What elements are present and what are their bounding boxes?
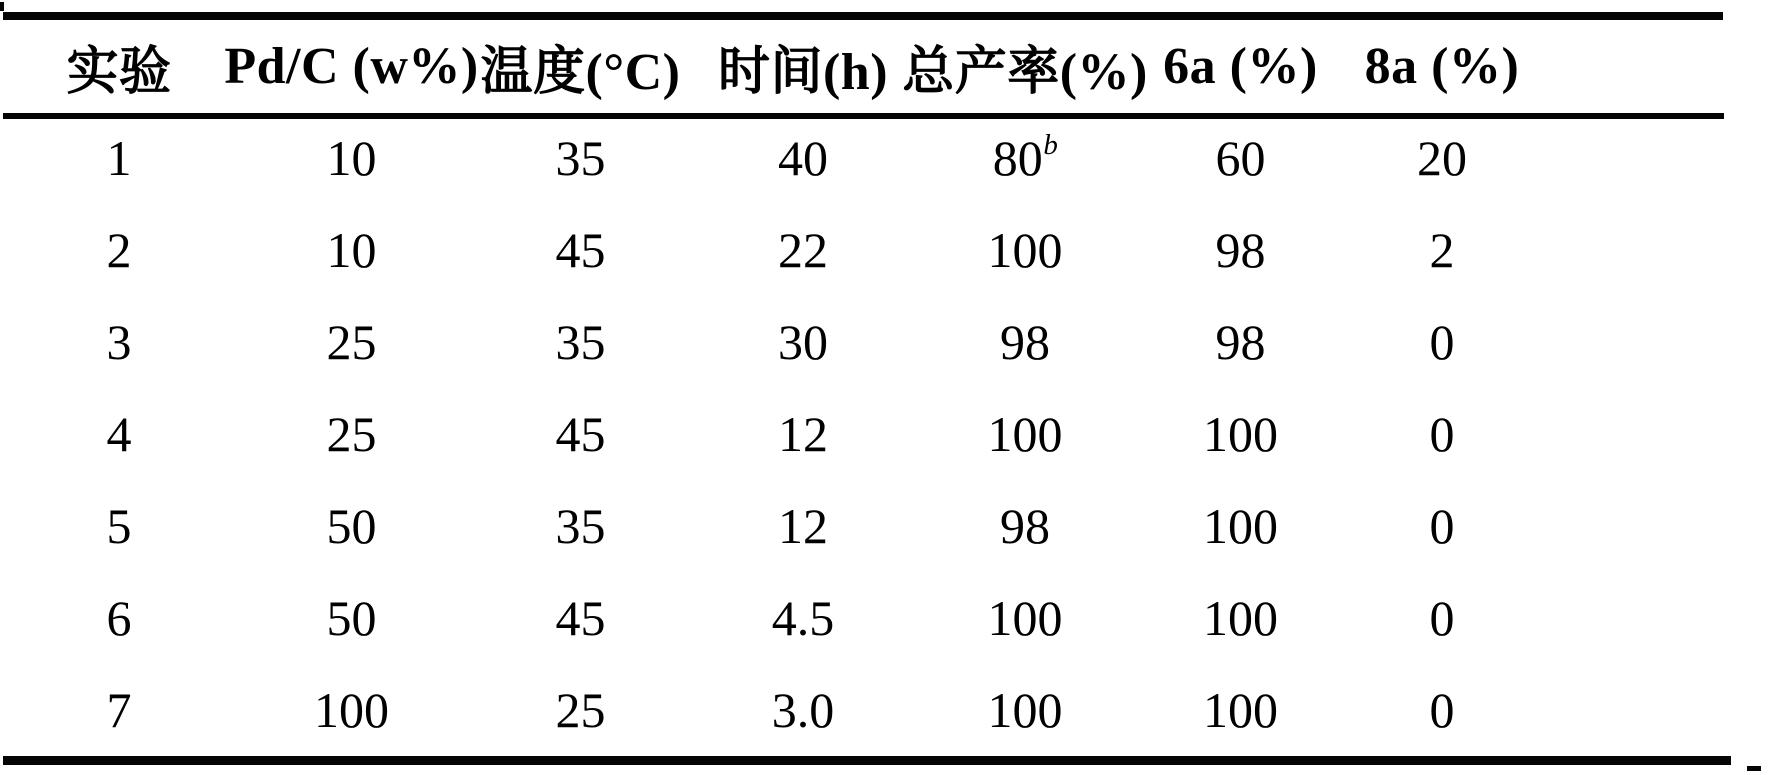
- table-cell-yield-row1: 80 $^b$: [992, 128, 1058, 186]
- table-cell-time-row5: 12: [778, 498, 828, 554]
- table-cell-6a-row6: 100: [1203, 590, 1278, 646]
- table-cell-exp-row1: 1: [106, 130, 132, 186]
- table-cell-time-row1: 40: [778, 130, 828, 186]
- column-header-8a: 8a (%): [1364, 38, 1520, 95]
- table-cell-6a-row5: 100: [1203, 498, 1278, 554]
- results-table: [3, 20, 1540, 756]
- table-cell-6a-row3: 98: [1215, 314, 1266, 370]
- table-cell-pdc-row6: 50: [326, 590, 377, 646]
- table-cell-exp-row4: 4: [106, 406, 132, 462]
- column-header-temp: 温度(°C): [480, 44, 681, 101]
- table-cell-8a-row4: 0: [1429, 406, 1455, 462]
- table-cell-temp-row3: 35: [555, 314, 606, 370]
- table-cell-time-row2: 22: [778, 222, 828, 278]
- table-cell-8a-row7: 0: [1429, 682, 1455, 738]
- table-cell-6a-row4: 100: [1203, 406, 1278, 462]
- table-cell-time-row3: 30: [778, 314, 828, 370]
- table-cell-pdc-row2: 10: [326, 222, 377, 278]
- cell-value: 80: [992, 130, 1043, 186]
- table-cell-temp-row2: 45: [555, 222, 606, 278]
- table-cell-yield-row7: 100: [987, 682, 1063, 738]
- table-cell-6a-row1: 60: [1215, 130, 1266, 186]
- table-cell-exp-row3: 3: [106, 314, 132, 370]
- column-header-6a: 6a (%): [1163, 38, 1318, 95]
- table-cell-6a-row2: 98: [1215, 222, 1266, 278]
- table-cell-pdc-row3: 25: [326, 314, 377, 370]
- table-cell-8a-row5: 0: [1429, 498, 1455, 554]
- table-cell-pdc-row5: 50: [326, 498, 377, 554]
- scan-artifact-top-left: [0, 2, 4, 11]
- table-cell-8a-row6: 0: [1429, 590, 1455, 646]
- table-cell-yield-row3: 98: [1000, 314, 1050, 370]
- table-cell-exp-row5: 5: [106, 498, 132, 554]
- table-cell-temp-row4: 45: [555, 406, 606, 462]
- table-cell-time-row4: 12: [778, 406, 828, 462]
- table-cell-8a-row2: 2: [1429, 222, 1455, 278]
- scan-artifact-bottom-right: [1747, 766, 1761, 771]
- table-cell-temp-row6: 45: [555, 590, 606, 646]
- table-cell-exp-row2: 2: [106, 222, 132, 278]
- column-header-pdc: Pd/C (w%): [224, 38, 479, 95]
- table-cell-exp-row7: 7: [106, 682, 132, 738]
- table-cell-time-row7: 3.0: [771, 682, 835, 738]
- column-header-time: 时间(h): [717, 44, 889, 101]
- column-header-yield: 总产率(%): [902, 44, 1148, 101]
- table-cell-yield-row5: 98: [1000, 498, 1050, 554]
- table-cell-yield-row4: 100: [987, 406, 1063, 462]
- table-cell-6a-row7: 100: [1203, 682, 1278, 738]
- table-cell-pdc-row4: 25: [326, 406, 377, 462]
- table-cell-8a-row3: 0: [1429, 314, 1455, 370]
- table-cell-exp-row6: 6: [106, 590, 132, 646]
- table-cell-yield-row6: 100: [987, 590, 1063, 646]
- table-cell-yield-row2: 100: [987, 222, 1063, 278]
- table-top-border: [3, 12, 1723, 20]
- table-cell-time-row6: 4.5: [771, 590, 835, 646]
- table-cell-8a-row1: 20: [1417, 130, 1467, 186]
- table-cell-temp-row7: 25: [555, 682, 606, 738]
- table-cell-pdc-row1: 10: [326, 130, 377, 186]
- table-bottom-border: [3, 756, 1731, 765]
- table-cell-temp-row1: 35: [555, 130, 606, 186]
- table-cell-temp-row5: 35: [555, 498, 606, 554]
- table-cell-pdc-row7: 100: [314, 682, 389, 738]
- column-header-exp: 实验: [66, 44, 172, 101]
